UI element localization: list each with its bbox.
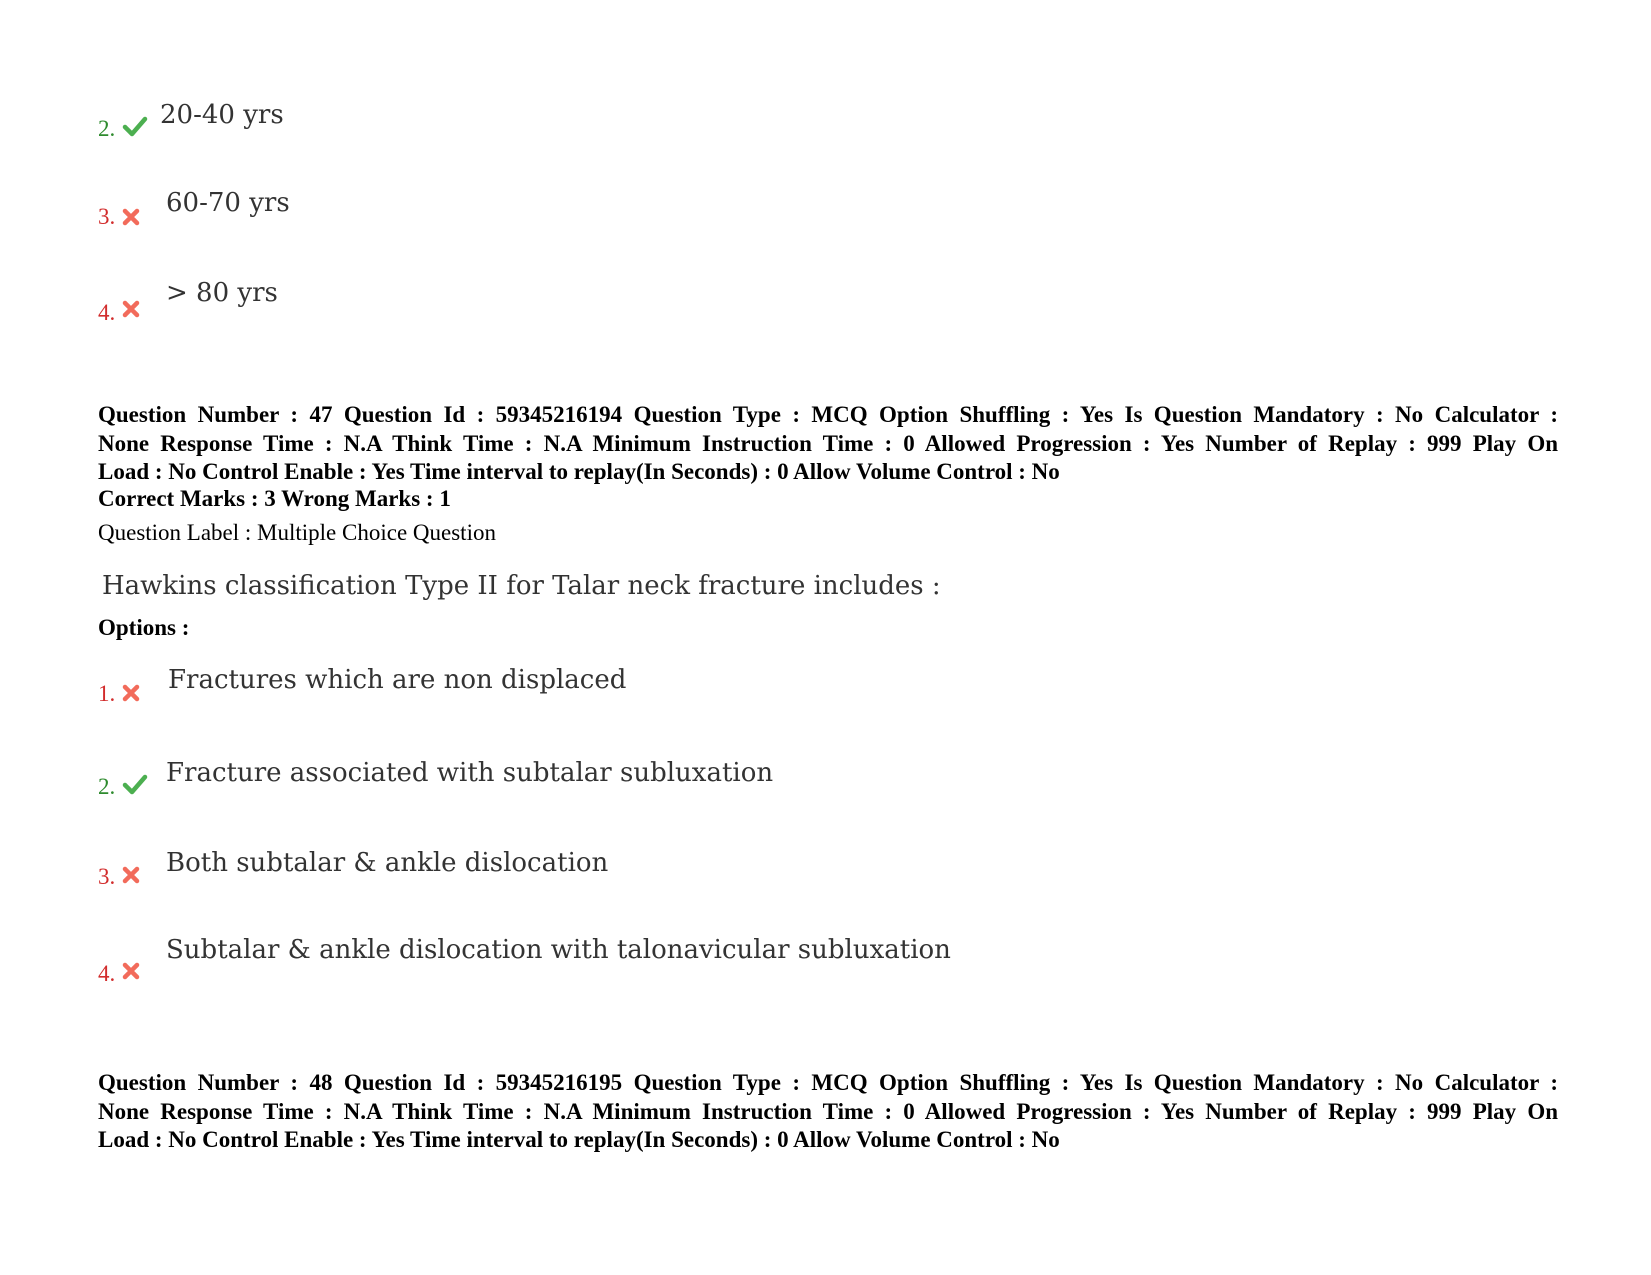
option-text: Fracture associated with subtalar subluxation — [166, 758, 774, 788]
question-48-meta — [98, 1069, 1558, 1155]
option-text: 20-40 yrs — [160, 100, 284, 130]
meta-line: Load : No Control Enable : Yes Time interval to replay(In Seconds) : 0 Allow Volume Control : No — [98, 459, 1060, 484]
meta-line: Load : No Control Enable : Yes Time interval to replay(In Seconds) : 0 Allow Volume Control : No — [98, 1127, 1060, 1152]
option-number: 2. — [98, 116, 116, 141]
cross-icon — [122, 866, 140, 884]
options-heading: Options : — [98, 615, 190, 640]
prev-option-3 — [98, 188, 358, 228]
option-text: Both subtalar & ankle dislocation — [166, 848, 609, 878]
question-47-label: Question Label : Multiple Choice Question — [98, 520, 496, 545]
option-text: 60-70 yrs — [166, 188, 290, 218]
q47-option-4 — [98, 935, 998, 986]
option-number: 3. — [98, 204, 116, 229]
option-number: 3. — [98, 864, 116, 889]
q47-option-3 — [98, 848, 798, 888]
option-number: 4. — [98, 300, 116, 325]
prev-option-4 — [98, 278, 358, 325]
question-47-marks: Correct Marks : 3 Wrong Marks : 1 — [98, 486, 451, 511]
cross-icon — [122, 684, 140, 702]
prev-option-2 — [98, 100, 358, 140]
meta-line: None Response Time : N.A Think Time : N.A Minimum Instruction Time : 0 Allowed Progression : Yes Number of Replay : 999 Play On — [98, 1098, 1558, 1124]
meta-line: Question Number : 47 Question Id : 59345216194 Question Type : MCQ Option Shuffling : Yes Is Question Mandatory : No Calculator : — [98, 402, 1558, 427]
option-number: 2. — [98, 774, 116, 799]
option-number: 1. — [98, 681, 116, 706]
question-47-meta — [98, 401, 1558, 487]
option-text: Subtalar & ankle dislocation with talonavicular subluxation — [166, 935, 951, 965]
check-icon — [122, 114, 148, 138]
option-number: 4. — [98, 961, 116, 986]
q47-option-1 — [98, 665, 798, 705]
cross-icon — [122, 300, 140, 318]
cross-icon — [122, 962, 140, 980]
meta-line: None Response Time : N.A Think Time : N.A Minimum Instruction Time : 0 Allowed Progression : Yes Number of Replay : 999 Play On — [98, 430, 1558, 456]
meta-line: Question Number : 48 Question Id : 59345216195 Question Type : MCQ Option Shuffling : Yes Is Question Mandatory : No Calculator : — [98, 1070, 1558, 1095]
cross-icon — [122, 208, 140, 226]
check-icon — [122, 772, 148, 796]
question-47-text: Hawkins classification Type II for Talar neck fracture includes : — [102, 571, 941, 601]
option-text: Fractures which are non displaced — [168, 665, 627, 695]
q47-option-2 — [98, 758, 858, 798]
option-text: > 80 yrs — [166, 278, 278, 308]
